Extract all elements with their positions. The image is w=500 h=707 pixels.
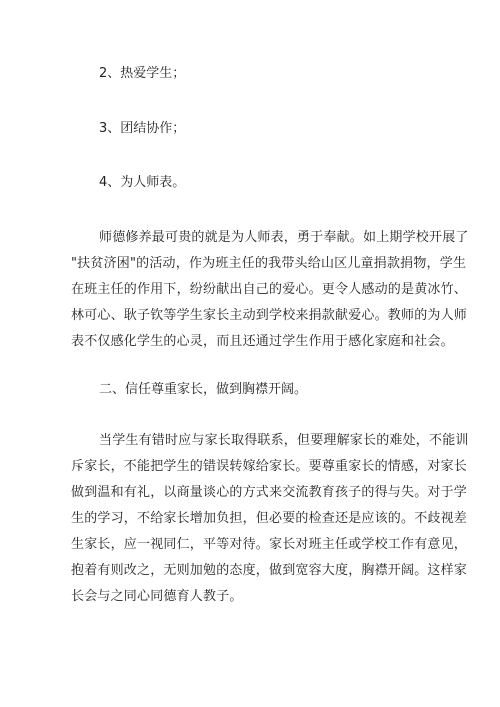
paragraph-line: 在班主任的作用下，纷纷献出自己的爱心。更令人感动的是黄冰竹、	[71, 282, 468, 297]
paragraph-line: 林可心、耿子钦等学生家长主动到学校来捐款献爱心。教师的为人师	[71, 308, 468, 323]
list-item-love-students: 2、热爱学生；	[99, 66, 186, 81]
list-item-teamwork: 3、团结协作；	[99, 121, 186, 136]
paragraph-respect-parents	[71, 428, 469, 610]
paragraph-role-model	[71, 225, 469, 355]
paragraph-line: 当学生有错时应与家长取得联系，但要理解家长的难处，不能训	[99, 433, 469, 448]
paragraph-line: 师德修养最可贵的就是为人师表，勇于奉献。如上期学校开展了	[99, 230, 469, 245]
paragraph-line: 生家长，应一视同仁，平等对待。家长对班主任或学校工作有意见，	[71, 537, 468, 552]
paragraph-line: 长会与之同心同德育人教子。	[71, 589, 243, 604]
paragraph-line: 做到温和有礼，以商量谈心的方式来交流教育孩子的得与失。对于学	[71, 485, 468, 500]
paragraph-line: 生的学习，不给家长增加负担，但必要的检查还是应该的。不歧视差	[71, 511, 468, 526]
paragraph-line: 表不仅感化学生的心灵，而且还通过学生作用于感化家庭和社会。	[71, 334, 454, 349]
list-item-role-model: 4、为人师表。	[99, 175, 186, 190]
paragraph-line: 斥家长，不能把学生的错误转嫁给家长。要尊重家长的情感，对家长	[71, 459, 468, 474]
paragraph-line: "扶贫济困"的活动，作为班主任的我带头给山区儿童捐款捐物，学生	[71, 256, 467, 271]
paragraph-line: 抱着有则改之，无则加勉的态度，做到宽容大度，胸襟开阔。这样家	[71, 563, 468, 578]
section-heading: 二、信任尊重家长，做到胸襟开阔。	[99, 382, 308, 397]
